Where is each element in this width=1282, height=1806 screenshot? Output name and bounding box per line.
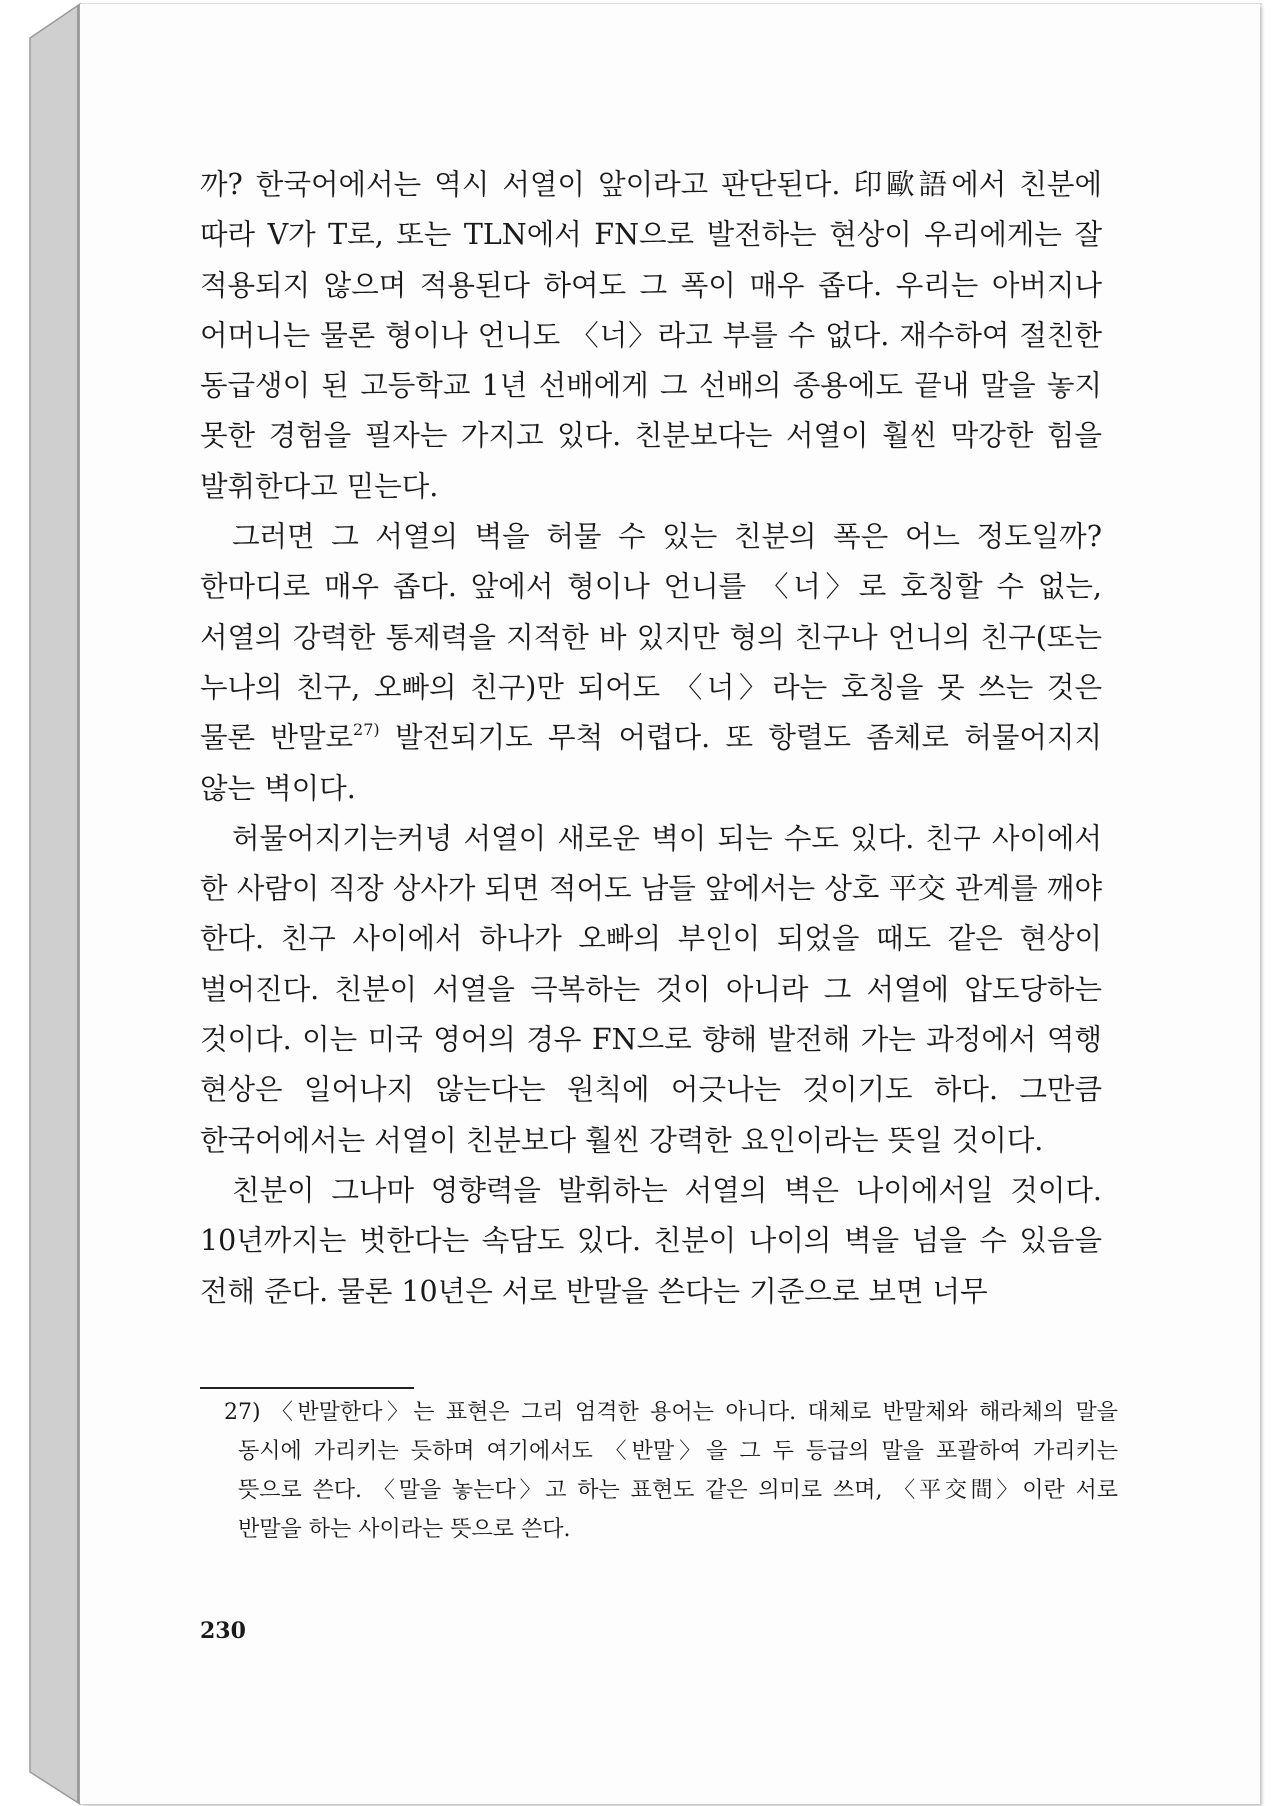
paragraph-2-text: 그러면 그 서열의 벽을 허물 수 있는 친분의 폭은 어느 정도일까? 한마디로 매우 좁다. 앞에서 형이나 언니를 〈너〉로 호칭할 수 없는, 서열의 강력한 통제력을 지적한 바 있지만 형의 친구나 언니의 친구(또는 누나의 친구, 오빠의 친구)만 되어도 〈너〉라는 호칭을 못 쓰는 것은 물론 반말로	[200, 520, 1102, 755]
page-number: 230	[200, 1618, 246, 1644]
footnote-divider	[200, 1387, 414, 1389]
footnote	[224, 1393, 1118, 1549]
paragraph-3: 허물어지기는커녕 서열이 새로운 벽이 되는 수도 있다. 친구 사이에서 한 사람이 직장 상사가 되면 적어도 남들 앞에서는 상호 平交 관계를 깨야 한다. 친구 사이에서 하나가 오빠의 부인이 되었을 때도 같은 현상이 벌어진다. 친분이 서열을 극복하는 것이 아니라 그 서열에 압도당하는 것이다. 이는 미국 영어의 경우 FN으로 향해 발전해 가는 과정에서 역행 현상은 일어나지 않는다는 원칙에 어긋나는 것이기도 하다. 그만큼 한국어에서는 서열이 친분보다 훨씬 강력한 요인이라는 뜻일 것이다.	[200, 821, 1102, 1157]
footnote-reference: 27)	[353, 720, 380, 740]
body-text	[200, 160, 1102, 1317]
footnote-number: 27)	[224, 1400, 261, 1425]
paragraph-2-text-cont: 발전되기도 무척 어렵다. 또 항렬도 좀체로 허물어지지 않는 벽이다.	[200, 721, 1102, 805]
paragraph-4: 친분이 그나마 영향력을 발휘하는 서열의 벽은 나이에서일 것이다. 10년까지는 벗한다는 속담도 있다. 친분이 나이의 벽을 넘을 수 있음을 전해 준다. 물론 10년은 서로 반말을 쓴다는 기준으로 보면 너무	[200, 1173, 1102, 1308]
paragraph-1: 까? 한국어에서는 역시 서열이 앞이라고 판단된다. 印歐語에서 친분에 따라 V가 T로, 또는 TLN에서 FN으로 발전하는 현상이 우리에게는 잘 적용되지 않으며 적용된다 하여도 그 폭이 매우 좁다. 우리는 아버지나 어머니는 물론 형이나 언니도 〈너〉라고 부를 수 없다. 재수하여 절친한 동급생이 된 고등학교 1년 선배에게 그 선배의 종용에도 끝내 말을 놓지 못한 경험을 필자는 가지고 있다. 친분보다는 서열이 훨씬 막강한 힘을 발휘한다고 믿는다.	[200, 168, 1102, 503]
footnote-text: 〈반말한다〉는 표현은 그리 엄격한 용어는 아니다. 대체로 반말체와 해라체의 말을 동시에 가리키는 듯하며 여기에서도 〈반말〉을 그 두 등급의 말을 포괄하여 가리키는 뜻으로 쓴다. 〈말을 놓는다〉고 하는 표현도 같은 의미로 쓰며, 〈平交間〉이란 서로 반말을 하는 사이라는 뜻으로 쓴다.	[238, 1400, 1118, 1542]
paragraph-2	[200, 512, 1102, 814]
